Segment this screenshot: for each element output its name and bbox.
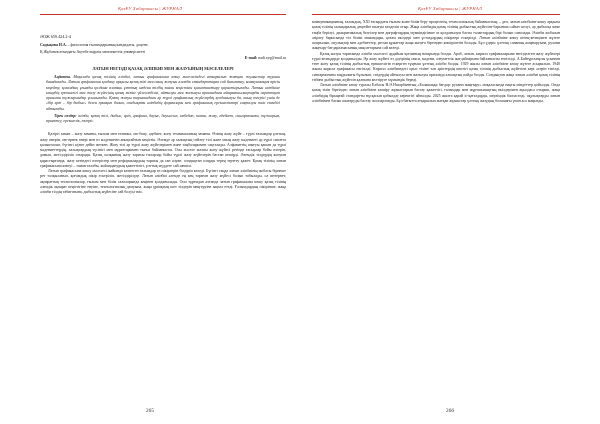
udc-code: ӘОЖ 659.424.2-4 bbox=[40, 34, 71, 39]
author-name: Садықова Н.А. bbox=[40, 43, 67, 48]
email-line bbox=[40, 56, 286, 61]
abstract bbox=[46, 75, 280, 112]
page-number-right: 266 bbox=[445, 408, 455, 414]
email-link[interactable]: nadi.syq@mail.ru bbox=[257, 55, 286, 60]
affiliation: Қ.Жұбанов атындағы Ақтөбе өңірлік мемлекеттік университеті bbox=[40, 49, 146, 54]
author-info: – филология ғылымдарының кандидаты, доцент, bbox=[66, 43, 149, 48]
right-page bbox=[300, 0, 600, 424]
header-rule-left bbox=[40, 14, 286, 15]
body-paragraph: коммуникацияның, ғаламдық, XXI ғасырдағы ғылым және білім беру процесінің, технологиялық байланыстың, – деп, латын әліпбиіне көшу арқылы қазақ тілінің халықаралық деңгейге шығуы көзделіп отыр. Жаңа әліпбидің қазақ тілінің дыбыстық жүйесіне барынша сәйкес келуі, әр дыбысқа жеке таңба берілуі, диакритикалық белгілер мен диграфтардың мүмкіндігінше аз қолданылуы басты талаптардың бірі болып саналады. Әліпби жобасын әзірлеу барысында тіл білімі мамандары, қоғам өкілдері мен ұстаздардың пікірлері ескерілді. Латын әліпбиіне көшу кезең-кезеңімен жүзеге асырылып, оқулықтар мен әдебиеттер, ресми құжаттар жаңа жазуға біртіндеп көшірілетін болады. Бұл үдеріс ұлттық сананың жаңғыруына, рухани жаңғыру бағдарламасының мақсаттарына сай келеді. bbox=[312, 20, 560, 51]
page-number-left: 265 bbox=[145, 408, 155, 414]
body-paragraph: Латын әліпбиіне көшу туралы Елбасы Н.Ә.Назарбаевтың «Болашаққа бағдар: рухани жаңғыру» мақаласында нақты міндеттер қойылды. Онда қазақ тілін біртіндеп латын әліпбиіне көшіру жұмыстарын бастау қажеттігі, ғалымдар мен жұртшылықтың өкілдерімен ақылдаса отырып, жаңа әліпбидің бірыңғай стандартты нұсқасын қабылдау керектігі айтылды. 2025 жылға қарай іс-қағаздарды, мерзімдік баспасөзді, оқулықтарды латын әліпбиімен басып шығаруды бастау жоспарланды. Бұл бағытта атқарылып жатқан жұмыстар ұлттық жазудың болашағы үшін аса маңызды. bbox=[312, 83, 560, 103]
author-line bbox=[40, 43, 286, 48]
abstract-text: Мақалада қазақ тілінің әліпбиі, латын графикасына көшу мәселесіндегі аткарылып жатқан жұмыстар туралы баяндалады. Латын графикасын қолдану арқылы қазақ тілі мен оның жазуын әлемдік стандарттарға сай бағыттау, коммуникация өрісін кеңейту, қоғамдық ұғымды қолдана алатын ұлттық мәдени тілдің зиялы кеңістігін қалыптастыру қарастырылады. Латын әліпбиіне көшудің ерекшелігі мен жазу жүйесінің қазақ тіліне үйлесімділігі, айтылуы мен жазылуы арасындағы айырмашылықтарды сараптауға арналған тұжырымдар ұсынылады. Қазақ жазуы тарихындағы әр түрлі графикалық жүйелердің қолданылуы да, оның өзгерісі үшін де «бір әріп – бір дыбыс» деген принцип болып, сондықтан әліпбидің формалары мен графикалық ерекшеліктері сақталуы тиіс екендігі айтылады. bbox=[46, 75, 280, 111]
abstract-label: Аңдатпа. bbox=[54, 75, 71, 80]
body-paragraph: Латын графикасына көшу мәселесі жайында көптеген ғалымдар өз пікірлерін білдіріп келеді. Бүгінгі таңда латын әліпбиінің жобасы бірнеше рет талқыланып, қоғамдық пікір ескеріліп, жетілдірілуде. Латын әліпбиі әлемде ең кең тараған жазу жүйесі болып табылады, ол интернет, ақпараттық технологиялар, ғылым мен білім салаларында кеңінен қолданылады. Осы тұрғыдан алғанда латын графикасына көшу қазақ тілінің әлемдік ақпарат кеңістігіне енуіне, технологиялық дамуына, жаңа ұрпақтың шет тілдерін меңгеруіне ықпал етеді. Ғалымдардың пікірінше, жаңа әліпби тілдің табиғатына, дыбыстық жүйесіне сай болуы тиіс. bbox=[40, 169, 286, 195]
keywords-label: Тірек сөздер: bbox=[54, 113, 77, 118]
right-page-content bbox=[312, 20, 560, 400]
body-paragraph: Қазіргі заман – жазу заманы, ғылым мен техника, ою-бояу, әдебиет, жазу техникасының заманы. Өзінің жазу жүйе – түрлі ғалымдар ұлттың, жазу өнерін, ою-өрнек өнері мен өз мәдениетін анықтайтын кеңістік. Әлемде әр халықтың сөйлеу тілі және оның жазу мәдениеті әр түрлі сипатта қалыптасып, бүгінгі күнге дейін жеткен. Жазу тілі әр түрлі жазу жүйелерімен және таңбаларымен сақталады. Алфавиттің шығуы қашан да түрлі мәдениеттердің, халықтардың түсінігі мен мұраттарымен тығыз байланысты. Осы мәселе жалпы жазу жүйесі ретінде ғасырлар бойы өзгеріп, дамып, жетілдіріліп отырады. Қазақ халқының жазу тарихы ғасырлар бойы түрлі жазу жүйелерін бастан кешірді. Әлемдік тілдердің жазуын қарастырғанда, жазу кезіндегі өзгерістер мен реформалардың тарихы да сан алуан, сондықтан оларды терең зерттеу қажет. Қазақ тілінің латын графикасына көшуі – заман талабы, жаһанданудың қажеттілігі, ұлттық мүддеге сай шешім. bbox=[40, 132, 286, 168]
running-head-right: ҚазҰУ Хабаршысы | ЖУРНАЛ bbox=[418, 6, 482, 11]
email-label: E-mail: bbox=[244, 55, 258, 60]
article-title: ЛАТЫН НЕГІЗДІ ҚАЗАҚ ӘЛІПБИІ МЕН ЖАЗУЫНЫҢ МӘСЕЛЕЛЕРІ bbox=[92, 66, 234, 71]
header-rule-right bbox=[312, 14, 560, 15]
running-head-left: ҚазҰУ Хабаршысы | ЖУРНАЛ bbox=[118, 6, 182, 11]
left-page-content bbox=[40, 34, 286, 400]
body-paragraph: Қазақ жазуы тарихында әліпби мәселесі әрдайым қоғамның назарында болды. Араб, латын, кирилл графикаларына негізделген жазу жүйелері түрлі кезеңдерде қолданылды. Әр жазу жүйесі өз дәуірінің саяси, мәдени, әлеуметтік жағдайларына байланысты енгізілді. А.Байтұрсынұлы ұсынған төте жазу қазақ тілінің дыбыстық ерекшелігін ескерген тұңғыш ұлттық әліпби болды. 1929 жылы латын әліпбиіне көшу жүзеге асырылып, 1940 жылы кирилл графикасы енгізілді. Кирилл әліпбиіндегі орыс тіліне тән әріптердің көптігі қазақ тілінің дыбыстық жүйесіне кері әсерін тигізді, сингармонизм заңдылығы бұзылып, сөздердің айтылуы мен жазылуы арасында алшақтық пайда болды. Сондықтан жаңа латын әліпбиі қазақ тілінің табиғи дыбыстық жүйесін қалпына келтіруге мүмкіндік береді. bbox=[312, 51, 560, 82]
keywords bbox=[46, 114, 280, 125]
keywords-text: әліпби, қазақ тілі, дыбыс, әріп, графика, дауыс, дауыссыз, әмбебап, заман, жазу, әдебиет, сингармонизм, тұжырым, өрнектеу, ерекшелік, өзгеріс. bbox=[46, 113, 280, 124]
